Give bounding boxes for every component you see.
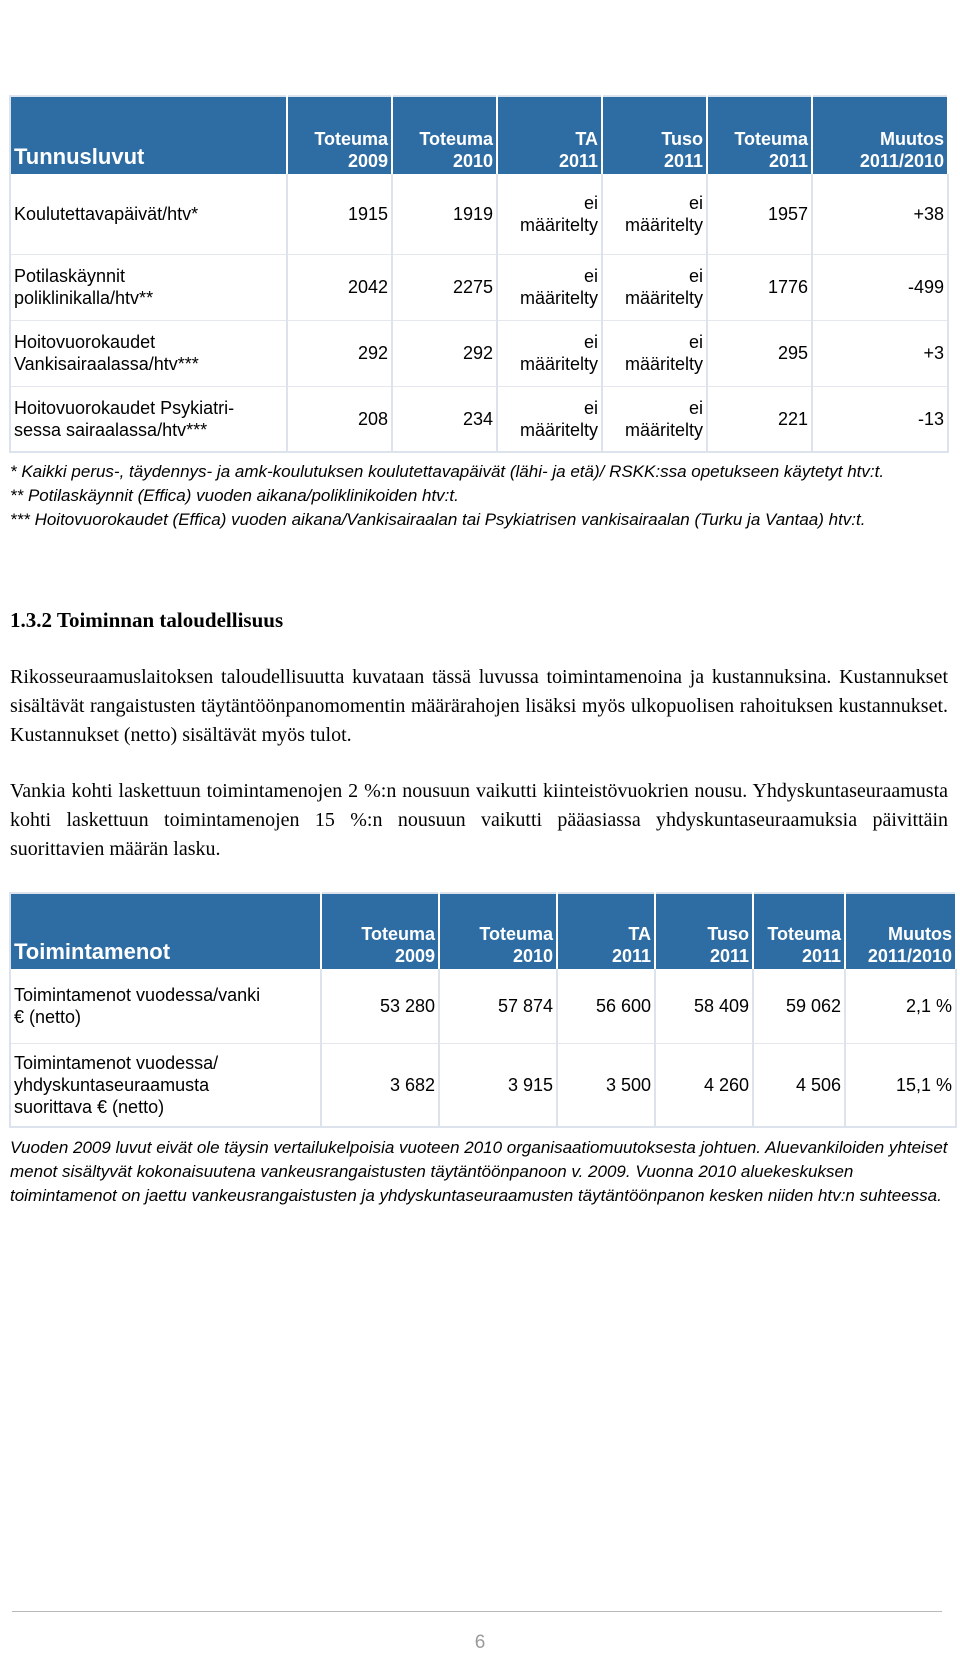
table-cell: 59 062	[753, 969, 845, 1043]
table-row	[10, 1043, 956, 1127]
table-cell: ei määritelty	[602, 386, 707, 452]
table-cell: 58 409	[655, 969, 753, 1043]
row-label: Koulutettavapäivät/htv*	[10, 174, 287, 254]
col-header-muutos: Muutos 2011/2010	[845, 893, 956, 969]
table-cell: ei määritelty	[602, 174, 707, 254]
table-cell: 2,1 %	[845, 969, 956, 1043]
col-header-toteuma-2011: Toteuma 2011	[707, 96, 812, 174]
table-cell: 1919	[392, 174, 497, 254]
table-cell: 1915	[287, 174, 392, 254]
table-cell: 208	[287, 386, 392, 452]
footer-divider	[12, 1611, 942, 1612]
row-label: Toimintamenot vuodessa/ yhdyskuntaseuraamusta suorittava € (netto)	[10, 1043, 321, 1127]
col-header-toteuma-2010: Toteuma 2010	[439, 893, 557, 969]
table-cell: ei määritelty	[497, 320, 602, 386]
col-header-tuso-2011: Tuso 2011	[602, 96, 707, 174]
table-cell: 4 260	[655, 1043, 753, 1127]
col-header-toteuma-2011: Toteuma 2011	[753, 893, 845, 969]
table-cell: 57 874	[439, 969, 557, 1043]
table-cell: 3 915	[439, 1043, 557, 1127]
table-cell: +3	[812, 320, 948, 386]
col-header-toteuma-2010: Toteuma 2010	[392, 96, 497, 174]
table-cell: 292	[392, 320, 497, 386]
table-cell: 53 280	[321, 969, 439, 1043]
page-number: 6	[474, 1632, 486, 1653]
toimintamenot-header-row	[10, 893, 956, 969]
table-cell: 234	[392, 386, 497, 452]
table-cell: 221	[707, 386, 812, 452]
table-cell: 15,1 %	[845, 1043, 956, 1127]
col-header-muutos: Muutos 2011/2010	[812, 96, 948, 174]
table-cell: 292	[287, 320, 392, 386]
table-cell: 56 600	[557, 969, 655, 1043]
col-header-toteuma-2009: Toteuma 2009	[321, 893, 439, 969]
section-heading: 1.3.2 Toiminnan taloudellisuus	[10, 608, 284, 632]
toimintamenot-title: Toimintamenot	[10, 893, 321, 969]
col-header-ta-2011: TA 2011	[557, 893, 655, 969]
footnote: *** Hoitovuorokaudet (Effica) vuoden aikana/Vankisairaalan tai Psykiatrisen vankisairaalan (Turku ja Vantaa) htv:t.	[10, 510, 866, 529]
toimintamenot-table	[9, 892, 957, 1128]
table-cell: ei määritelty	[497, 174, 602, 254]
row-label: Toimintamenot vuodessa/vanki € (netto)	[10, 969, 321, 1043]
table-cell: ei määritelty	[602, 320, 707, 386]
table-cell: ei määritelty	[602, 254, 707, 320]
tunnusluvut-footnotes	[10, 460, 950, 532]
table-cell: 1776	[707, 254, 812, 320]
table-row	[10, 320, 948, 386]
table-cell: -499	[812, 254, 948, 320]
row-label: Potilaskäynnit poliklinikalla/htv**	[10, 254, 287, 320]
body-paragraph: Rikosseuraamuslaitoksen taloudellisuutta kuvataan tässä luvussa toimintamenoina ja kustannuksina. Kustannukset sisältävät rangaistusten täytäntöönpanomomentin määrärahojen lisäksi myös ulkopuolisen rahoituksen kustannukset. Kustannukset (netto) sisältävät myös tulot.	[10, 666, 948, 746]
table-cell: 3 682	[321, 1043, 439, 1127]
footnote: ** Potilaskäynnit (Effica) vuoden aikana/poliklinikoiden htv:t.	[10, 486, 459, 505]
toimintamenot-footnote: Vuoden 2009 luvut eivät ole täysin vertailukelpoisia vuoteen 2010 organisaatiomuutoksesta johtuen. Aluevankiloiden yhteiset menot sisältyvät kokonaisuutena vankeusrangaistusten täytäntöönpanoon v. 2009. Vuonna 2010 aluekeskuksen toimintamenot on jaettu vankeusrangaistusten ja yhdyskuntaseuraamusten täytäntöönpanon kesken niiden htv:n suhteessa.	[10, 1138, 948, 1205]
row-label: Hoitovuorokaudet Vankisairaalassa/htv***	[10, 320, 287, 386]
table-cell: 1957	[707, 174, 812, 254]
table-row	[10, 969, 956, 1043]
footnote: * Kaikki perus-, täydennys- ja amk-koulutuksen koulutettavapäivät (lähi- ja etä)/ RSKK:ssa opetukseen käytetyt htv:t.	[10, 462, 885, 481]
tunnusluvut-title: Tunnusluvut	[10, 96, 287, 174]
table-cell: 295	[707, 320, 812, 386]
col-header-toteuma-2009: Toteuma 2009	[287, 96, 392, 174]
table-cell: 4 506	[753, 1043, 845, 1127]
tunnusluvut-table	[9, 95, 949, 453]
table-cell: 2275	[392, 254, 497, 320]
table-cell: ei määritelty	[497, 386, 602, 452]
table-row	[10, 174, 948, 254]
body-paragraph: Vankia kohti laskettuun toimintamenojen 2 %:n nousuun vaikutti kiinteistövuokrien nousu. Yhdyskuntaseuraamusta kohti laskettuun toimintamenojen 15 %:n nousuun vaikutti pääasiassa yhdyskuntaseuraamuksia päivittäin suorittavien määrän lasku.	[10, 780, 948, 860]
table-row	[10, 386, 948, 452]
table-cell: +38	[812, 174, 948, 254]
table-cell: -13	[812, 386, 948, 452]
row-label: Hoitovuorokaudet Psykiatri- sessa sairaalassa/htv***	[10, 386, 287, 452]
tunnusluvut-header-row	[10, 96, 948, 174]
table-cell: ei määritelty	[497, 254, 602, 320]
col-header-tuso-2011: Tuso 2011	[655, 893, 753, 969]
col-header-ta-2011: TA 2011	[497, 96, 602, 174]
table-cell: 3 500	[557, 1043, 655, 1127]
table-cell: 2042	[287, 254, 392, 320]
table-row	[10, 254, 948, 320]
